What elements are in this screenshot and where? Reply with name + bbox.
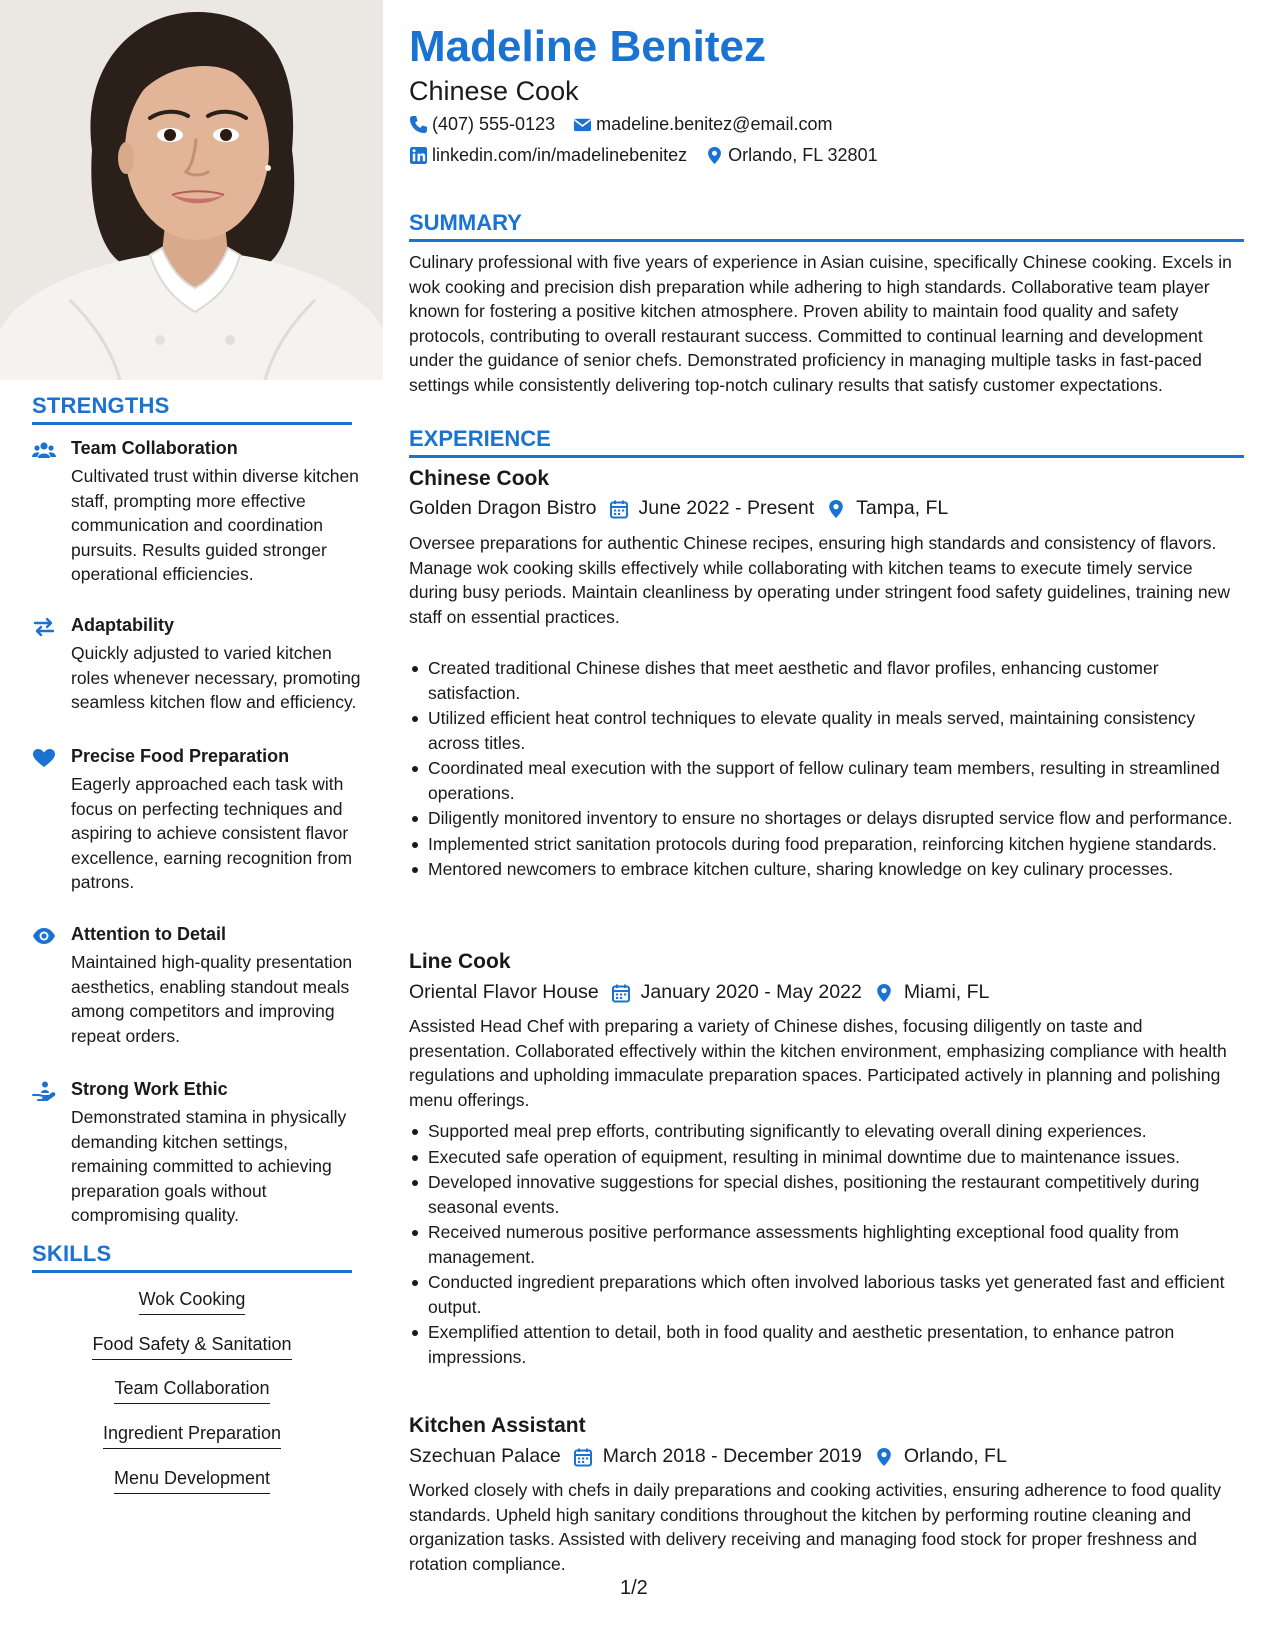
skill-label: Wok Cooking (139, 1287, 246, 1315)
skill-label: Ingredient Preparation (103, 1421, 281, 1449)
summary-text: Culinary professional with five years of experience in Asian cuisine, specifically Chinese cooking. Excels in wok cooking and precision dish preparation while adhering to high standards. Collaborative team player known for fostering a positive kitchen atmosphere. Proven ability to maintain food quality and safety protocols, contributing to overall restaurant success. Committed to continual learning and development under the guidance of senior chefs. Demonstrated proficiency in managing multiple tasks in fast-paced settings while consistently delivering top-notch culinary results that satisfy customer expectations. (409, 252, 1232, 395)
list-item: Conducted ingredient preparations which often involved laborious tasks yet generated fast and efficient output. (409, 1270, 1244, 1319)
contact-row (409, 114, 832, 135)
job-dates: June 2022 - Present (638, 497, 815, 519)
job-meta (409, 1445, 1007, 1468)
candidate-role: Chinese Cook (409, 76, 579, 106)
list-item: Diligently monitored inventory to ensure no shortages or delays disrupted service flow and performance. (409, 806, 1244, 831)
arrows-exchange-icon (32, 617, 56, 637)
job-dates: January 2020 - May 2022 (640, 981, 862, 1003)
job-description: Oversee preparations for authentic Chinese recipes, ensuring high standards and consistency of flavors. Manage wok cooking skills effectively while collaborating with kitchen teams to execute timely service during busy periods. Maintain cleanliness by operating under stringent food safety guidelines, training new staff on essential practices. (409, 533, 1231, 627)
strength-title: Strong Work Ethic (71, 1079, 228, 1099)
company-name: Golden Dragon Bistro (409, 497, 597, 519)
job-title: Chinese Cook (409, 467, 550, 490)
experience-heading: EXPERIENCE (409, 426, 551, 451)
summary-heading: SUMMARY (409, 210, 522, 235)
list-item: Executed safe operation of equipment, resulting in minimal downtime due to maintenance issues. (409, 1145, 1244, 1170)
strength-title: Team Collaboration (71, 438, 238, 458)
job-location: Tampa, FL (856, 497, 949, 519)
left-column (0, 0, 383, 1650)
skill-item (32, 1466, 352, 1494)
list-item: Supported meal prep efforts, contributing significantly to elevating overall dining experiences. (409, 1119, 1244, 1144)
calendar-icon (611, 983, 631, 1003)
company-name: Oriental Flavor House (409, 981, 599, 1003)
email-icon (573, 115, 592, 134)
job-meta (409, 981, 989, 1004)
skill-item (32, 1332, 352, 1360)
experience-rule (409, 455, 1244, 458)
strength-title: Precise Food Preparation (71, 746, 290, 766)
heart-icon (32, 748, 56, 768)
skill-item (32, 1376, 352, 1404)
list-item: Created traditional Chinese dishes that meet aesthetic and flavor profiles, enhancing customer satisfaction. (409, 656, 1244, 705)
strength-description: Quickly adjusted to varied kitchen roles whenever necessary, promoting seamless kitchen flow and efficiency. (71, 643, 361, 712)
phone-icon (409, 115, 428, 134)
list-item: Utilized efficient heat control techniques to elevate quality in meals served, maintaining consistency across titles. (409, 706, 1244, 755)
summary-rule (409, 239, 1244, 242)
location-text: Orlando, FL 32801 (728, 145, 878, 165)
linkedin-url[interactable]: linkedin.com/in/madelinebenitez (432, 145, 688, 165)
skills-rule (32, 1270, 352, 1273)
list-item: Received numerous positive performance assessments highlighting exceptional food quality from management. (409, 1220, 1244, 1269)
hand-holding-person-icon (32, 1081, 56, 1101)
job-title: Kitchen Assistant (409, 1414, 586, 1437)
skills-heading: SKILLS (32, 1241, 112, 1266)
linkedin-icon (409, 146, 428, 165)
list-item: Developed innovative suggestions for special dishes, positioning the restaurant competitively during seasonal events. (409, 1170, 1244, 1219)
skill-label: Food Safety & Sanitation (92, 1332, 291, 1360)
strength-title: Attention to Detail (71, 924, 226, 944)
location-pin-icon (874, 983, 894, 1003)
strengths-heading: STRENGTHS (32, 393, 170, 418)
strength-description: Demonstrated stamina in physically demanding kitchen settings, remaining committed to achieving preparation goals without compromising quality. (71, 1107, 347, 1225)
job-bullets (409, 656, 1244, 883)
chef-portrait-image (0, 0, 383, 380)
strength-title: Adaptability (71, 615, 175, 635)
job-description: Worked closely with chefs in daily preparations and cooking activities, ensuring adherence to food quality standards. Upheld high sanitary conditions throughout the kitchen by performing routine cleaning and organization tasks. Assisted with delivery receiving and managing food stock for proper freshness and rotation compliance. (409, 1480, 1221, 1574)
calendar-icon (609, 499, 629, 519)
job-dates: March 2018 - December 2019 (602, 1445, 862, 1467)
strength-description: Cultivated trust within diverse kitchen staff, prompting more effective communication and coordination pursuits. Results guided stronger operational efficiencies. (71, 466, 359, 584)
job-location: Orlando, FL (903, 1445, 1007, 1467)
page-number: 1/2 (620, 1577, 648, 1599)
skill-label: Team Collaboration (114, 1376, 269, 1404)
job-bullets (409, 1119, 1244, 1370)
list-item: Mentored newcomers to embrace kitchen culture, sharing knowledge on key culinary processes. (409, 857, 1244, 882)
skill-label: Menu Development (114, 1466, 270, 1494)
job-meta (409, 497, 948, 520)
email-address[interactable]: madeline.benitez@email.com (596, 114, 833, 134)
list-item: Coordinated meal execution with the support of fellow culinary team members, resulting in streamlined operations. (409, 756, 1244, 805)
job-location: Miami, FL (903, 981, 990, 1003)
location-pin-icon (705, 146, 724, 165)
strengths-rule (32, 422, 352, 425)
strength-description: Maintained high-quality presentation aesthetics, enabling standout meals among competitors and improving repeat orders. (71, 952, 353, 1046)
contact-row (409, 145, 878, 166)
list-item: Exemplified attention to detail, both in food quality and aesthetic presentation, to enhance patron impressions. (409, 1320, 1244, 1369)
company-name: Szechuan Palace (409, 1445, 561, 1467)
job-description: Assisted Head Chef with preparing a variety of Chinese dishes, focusing diligently on taste and presentation. Collaborated effectively within the kitchen environment, emphasizing compliance with health regulations and upholding immaculate preparation spaces. Participated actively in planning and polishing menu offerings. (409, 1016, 1227, 1110)
skill-item (32, 1421, 352, 1449)
phone-number[interactable]: (407) 555-0123 (432, 114, 556, 134)
profile-photo (0, 0, 383, 380)
candidate-name: Madeline Benitez (409, 22, 766, 71)
location-pin-icon (826, 499, 846, 519)
eye-icon (32, 926, 56, 946)
skill-item (32, 1287, 352, 1315)
job-title: Line Cook (409, 950, 511, 973)
users-icon (32, 440, 56, 460)
list-item: Implemented strict sanitation protocols during food preparation, reinforcing kitchen hygiene standards. (409, 832, 1244, 857)
calendar-icon (573, 1447, 593, 1467)
location-pin-icon (874, 1447, 894, 1467)
strength-description: Eagerly approached each task with focus on perfecting techniques and aspiring to achieve consistent flavor excellence, earning recognition from patrons. (71, 774, 353, 892)
